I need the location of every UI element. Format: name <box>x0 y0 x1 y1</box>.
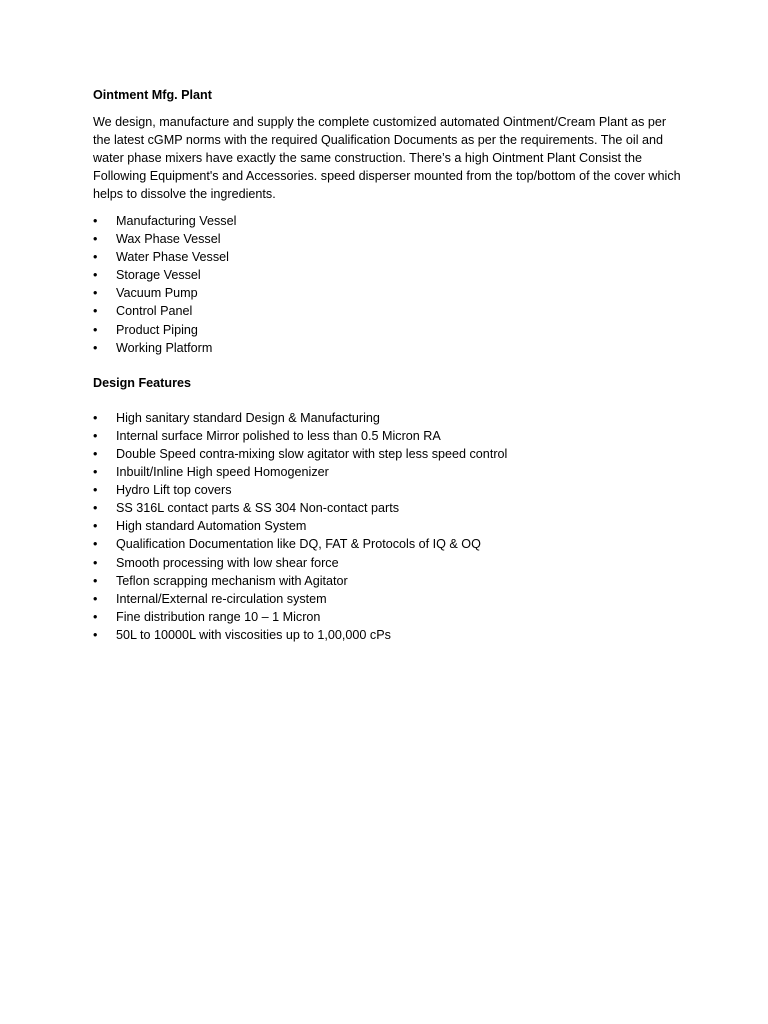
document-title: Ointment Mfg. Plant <box>93 88 212 102</box>
bullet-icon: • <box>93 286 98 301</box>
list-item-label: Control Panel <box>116 304 193 319</box>
list-item-label: Smooth processing with low shear force <box>116 555 339 570</box>
list-item-label: SS 316L contact parts & SS 304 Non-contact parts <box>116 501 400 516</box>
list-item <box>93 302 683 320</box>
list-item <box>93 248 683 266</box>
bullet-icon: • <box>93 555 98 570</box>
bullet-icon: • <box>93 537 98 552</box>
design-features-heading: Design Features <box>93 375 191 390</box>
list-item-label: Teflon scrapping mechanism with Agitator <box>116 573 348 588</box>
list-item <box>93 554 683 572</box>
bullet-icon: • <box>93 591 98 606</box>
list-item <box>93 445 683 463</box>
list-item <box>93 608 683 626</box>
list-item-label: Internal surface Mirror polished to less than 0.5 Micron RA <box>116 428 441 443</box>
list-item-label: Working Platform <box>116 340 213 355</box>
list-item <box>93 230 683 248</box>
bullet-icon: • <box>93 483 98 498</box>
bullet-icon: • <box>93 428 98 443</box>
bullet-icon: • <box>93 465 98 480</box>
list-item <box>93 481 683 499</box>
list-item-label: Manufacturing Vessel <box>116 214 237 228</box>
list-item-label: Internal/External re-circulation system <box>116 591 327 606</box>
list-item <box>93 499 683 517</box>
document-page <box>93 86 683 644</box>
bullet-icon: • <box>93 627 98 642</box>
bullet-icon: • <box>93 446 98 461</box>
list-item-label: Double Speed contra-mixing slow agitator with step less speed control <box>116 446 508 461</box>
list-item <box>93 535 683 553</box>
bullet-icon: • <box>93 304 98 319</box>
bullet-icon: • <box>93 501 98 516</box>
list-item-label: High sanitary standard Design & Manufacturing <box>116 410 380 425</box>
list-item-label: Storage Vessel <box>116 268 201 283</box>
list-item <box>93 517 683 535</box>
list-item-label: Wax Phase Vessel <box>116 232 221 247</box>
list-item <box>93 626 683 644</box>
list-item <box>93 427 683 445</box>
bullet-icon: • <box>93 340 98 355</box>
bullet-icon: • <box>93 232 98 247</box>
bullet-icon: • <box>93 573 98 588</box>
list-item <box>93 266 683 284</box>
list-item-label: 50L to 10000L with viscosities up to 1,00,000 cPs <box>116 627 391 642</box>
bullet-icon: • <box>93 609 98 624</box>
bullet-icon: • <box>93 268 98 283</box>
bullet-icon: • <box>93 250 98 265</box>
design-features-list <box>93 409 683 644</box>
bullet-icon: • <box>93 322 98 337</box>
equipment-list <box>93 212 683 357</box>
list-item <box>93 212 683 230</box>
bullet-icon: • <box>93 410 98 425</box>
list-item-label: Fine distribution range 10 – 1 Micron <box>116 609 321 624</box>
list-item-label: Water Phase Vessel <box>116 250 229 265</box>
list-item-label: Product Piping <box>116 322 198 337</box>
list-item <box>93 572 683 590</box>
list-item-label: High standard Automation System <box>116 519 307 534</box>
list-item <box>93 463 683 481</box>
list-item <box>93 284 683 302</box>
list-item <box>93 590 683 608</box>
list-item <box>93 409 683 427</box>
list-item-label: Qualification Documentation like DQ, FAT & Protocols of IQ & OQ <box>116 537 481 552</box>
intro-paragraph: We design, manufacture and supply the complete customized automated Ointment/Cream Plant as per the latest cGMP norms with the required Qualification Documents as per the requirements. The oil and water phase mixers have exactly the same construction. There’s a high Ointment Plant Consist the Following Equipment's and Accessories. speed disperser mounted from the top/bottom of the cover which helps to dissolve the ingredients. <box>93 115 681 201</box>
list-item-label: Vacuum Pump <box>116 286 198 301</box>
list-item <box>93 339 683 357</box>
bullet-icon: • <box>93 519 98 534</box>
list-item-label: Inbuilt/Inline High speed Homogenizer <box>116 465 329 480</box>
list-item <box>93 321 683 339</box>
list-item-label: Hydro Lift top covers <box>116 483 232 498</box>
bullet-icon: • <box>93 214 98 228</box>
